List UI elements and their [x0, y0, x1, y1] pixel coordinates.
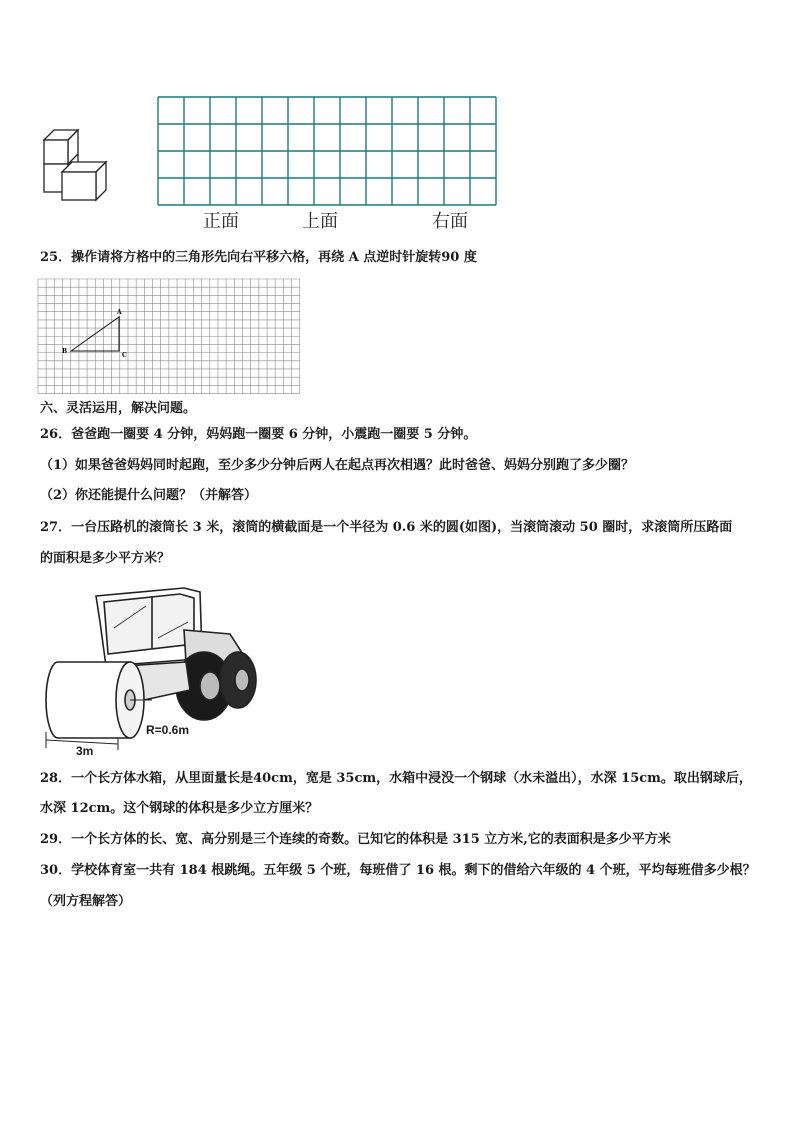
section-6-title: 六、灵活运用，解决问题。: [40, 401, 197, 416]
question-26: 26．爸爸跑一圈要 4 分钟，妈妈跑一圈要 6 分钟，小震跑一圈要 5 分钟。: [40, 427, 477, 442]
point-c-label: C: [122, 352, 127, 359]
top-view-label: 上面: [302, 211, 338, 232]
right-view-label: 右面: [432, 211, 468, 232]
question-28-line-1: 28．一个长方体水箱，从里面量长是40cm，宽是 35cm，水箱中浸没一个钢球（水未溢出），水深 15cm。取出钢球后，: [40, 771, 752, 786]
cube-stack-figure: [40, 126, 120, 206]
point-a-label: A: [117, 309, 122, 316]
point-b-label: B: [62, 348, 68, 355]
question-26-part-1: （1）如果爸爸妈妈同时起跑，至少多少分钟后两人在起点再次相遇？此时爸爸、妈妈分别跑了多少圈？: [40, 458, 635, 473]
question-28-line-2: 水深 12cm。这个钢球的体积是多少立方厘米？: [40, 801, 319, 816]
triangle-grid[interactable]: [38, 279, 300, 391]
front-view-label: 正面: [203, 211, 239, 232]
question-30-line-2: （列方程解答）: [40, 894, 132, 909]
question-29: 29．一个长方体的长、宽、高分别是三个连续的奇数。已知它的体积是 315 立方米,它的表面积是多少平方米: [40, 832, 671, 847]
length-label: 3m: [76, 744, 94, 758]
question-27-line-1: 27．一台压路机的滚筒长 3 米，滚筒的横截面是一个半径为 0.6 米的圆(如图)，当滚筒滚动 50 圈时，求滚筒所压路面: [40, 520, 733, 535]
question-26-part-2: （2）你还能提什么问题？（并解答）: [40, 488, 258, 503]
question-27-line-2: 的面积是多少平方米？: [40, 551, 171, 566]
view-drawing-grid[interactable]: [158, 97, 496, 205]
question-30-line-1: 30．学校体育室一共有 184 根跳绳。五年级 5 个班，每班借了 16 根。剩下的借给六年级的 4 个班，平均每班借多少根？: [40, 863, 756, 878]
question-25: 25．操作请将方格中的三角形先向右平移六格，再绕 A 点逆时针旋转90 度: [40, 250, 477, 265]
radius-label: R=0.6m: [146, 723, 190, 737]
